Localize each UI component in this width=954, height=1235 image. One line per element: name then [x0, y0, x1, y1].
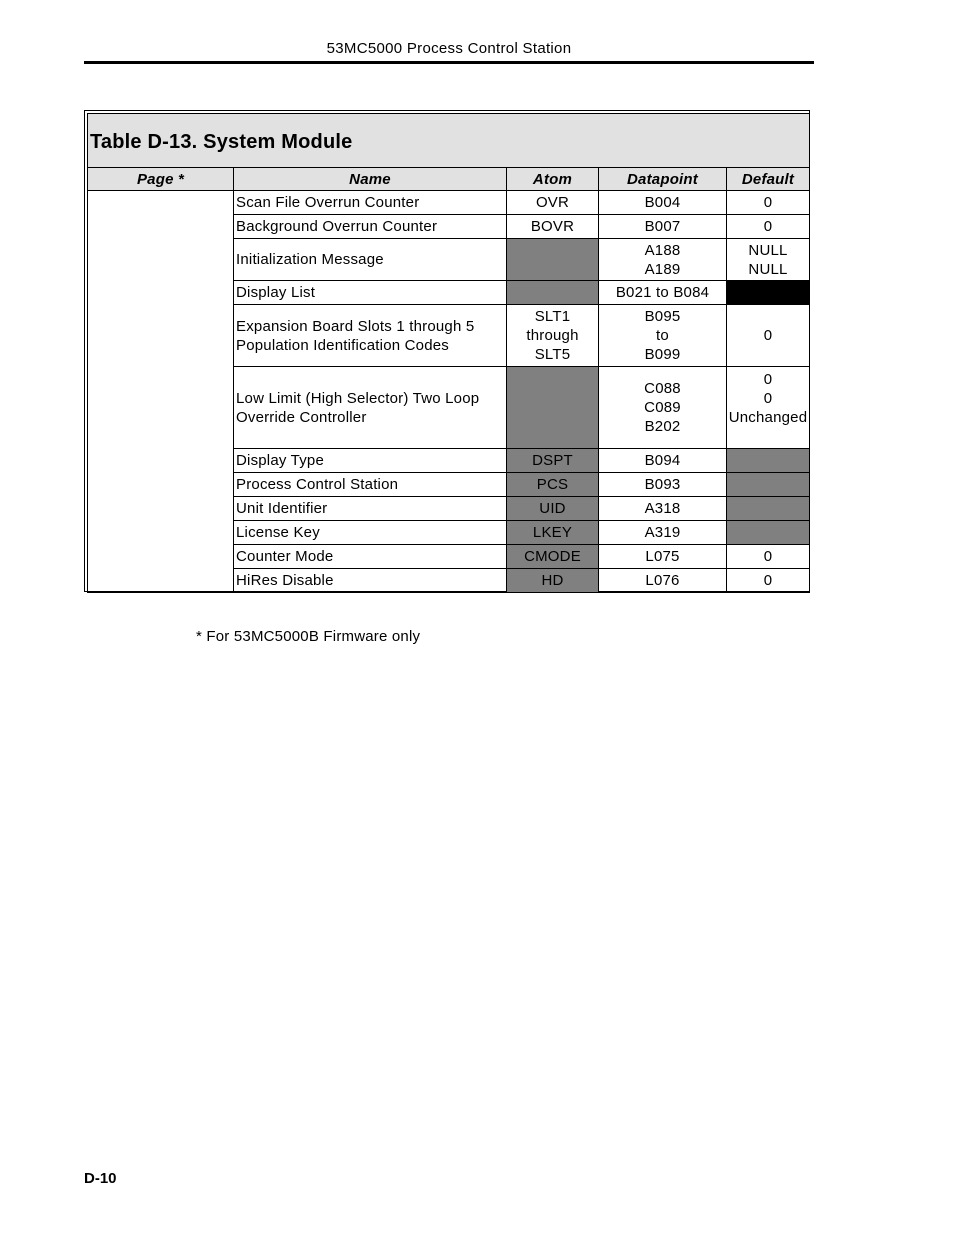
datapoint-line: A188	[644, 241, 681, 259]
row-default-shaded	[727, 521, 810, 545]
row-atom: UID	[507, 497, 599, 521]
row-default: 0	[727, 305, 810, 367]
row-atom: BOVR	[507, 215, 599, 239]
row-name: Counter Mode	[234, 545, 507, 569]
datapoint-line: C088	[644, 380, 681, 397]
row-name: Scan File Overrun Counter	[234, 191, 507, 215]
row-datapoint: L076	[599, 569, 727, 593]
col-header-atom: Atom	[507, 168, 599, 191]
datapoint-line: C089	[644, 399, 681, 416]
col-header-name: Name	[234, 168, 507, 191]
name-line: Override Controller	[236, 408, 367, 426]
name-line: Expansion Board Slots 1 through 5	[236, 317, 475, 335]
row-atom: DSPT	[507, 449, 599, 473]
row-datapoint	[599, 367, 727, 449]
row-default: 0	[727, 569, 810, 593]
default-line: NULL	[748, 260, 788, 278]
atom-line: SLT5	[534, 346, 571, 363]
row-datapoint: L075	[599, 545, 727, 569]
row-datapoint	[599, 239, 727, 281]
default-line: 0	[763, 371, 773, 388]
system-module-table	[87, 113, 810, 593]
row-datapoint: B004	[599, 191, 727, 215]
row-atom-shaded	[507, 367, 599, 449]
running-header: 53MC5000 Process Control Station	[326, 40, 572, 57]
row-default: 0	[727, 545, 810, 569]
row-datapoint	[599, 305, 727, 367]
datapoint-line: B095	[644, 308, 681, 325]
row-name	[234, 305, 507, 367]
row-name: Process Control Station	[234, 473, 507, 497]
row-name: Background Overrun Counter	[234, 215, 507, 239]
col-header-datapoint: Datapoint	[599, 168, 727, 191]
row-atom: PCS	[507, 473, 599, 497]
table-title: Table D-13. System Module	[88, 114, 810, 168]
row-name: License Key	[234, 521, 507, 545]
datapoint-line: B202	[644, 418, 681, 435]
row-atom	[507, 305, 599, 367]
row-name	[234, 367, 507, 449]
datapoint-line: A189	[644, 260, 681, 278]
row-name: Display List	[234, 281, 507, 305]
table-frame	[84, 110, 810, 592]
row-datapoint: B093	[599, 473, 727, 497]
datapoint-line: to	[656, 327, 669, 344]
row-default	[727, 239, 810, 281]
row-default-blacked-out	[727, 281, 810, 305]
atom-line: SLT1	[534, 308, 571, 325]
row-name: Initialization Message	[234, 239, 507, 281]
col-header-default: Default	[727, 168, 810, 191]
col-header-page: Page *	[88, 168, 234, 191]
row-default-shaded	[727, 473, 810, 497]
name-line: Population Identification Codes	[236, 336, 450, 354]
page-number: D-10	[84, 1170, 117, 1187]
table-title-row	[88, 114, 810, 168]
row-atom: HD	[507, 569, 599, 593]
row-atom: OVR	[507, 191, 599, 215]
row-atom-shaded	[507, 239, 599, 281]
name-line: Low Limit (High Selector) Two Loop	[236, 389, 480, 407]
row-datapoint: B094	[599, 449, 727, 473]
row-atom-shaded	[507, 281, 599, 305]
row-datapoint: B021 to B084	[599, 281, 727, 305]
row-datapoint: A318	[599, 497, 727, 521]
row-name: Display Type	[234, 449, 507, 473]
row-atom: LKEY	[507, 521, 599, 545]
row-name: Unit Identifier	[234, 497, 507, 521]
row-default: 0	[727, 215, 810, 239]
row-default: 0	[727, 191, 810, 215]
row-default	[727, 367, 810, 449]
row-default-shaded	[727, 449, 810, 473]
table-row	[88, 191, 810, 215]
row-atom: CMODE	[507, 545, 599, 569]
default-line: 0	[763, 390, 773, 407]
datapoint-line: B099	[644, 346, 681, 363]
row-name: HiRes Disable	[234, 569, 507, 593]
atom-line: through	[526, 327, 579, 344]
page-column-cell	[88, 191, 234, 593]
row-default-shaded	[727, 497, 810, 521]
header-rule	[84, 61, 814, 64]
table-header-row	[88, 168, 810, 191]
row-datapoint: A319	[599, 521, 727, 545]
row-datapoint: B007	[599, 215, 727, 239]
default-line: NULL	[748, 241, 788, 259]
default-line: Unchanged	[728, 409, 808, 426]
footnote: * For 53MC5000B Firmware only	[196, 628, 421, 645]
